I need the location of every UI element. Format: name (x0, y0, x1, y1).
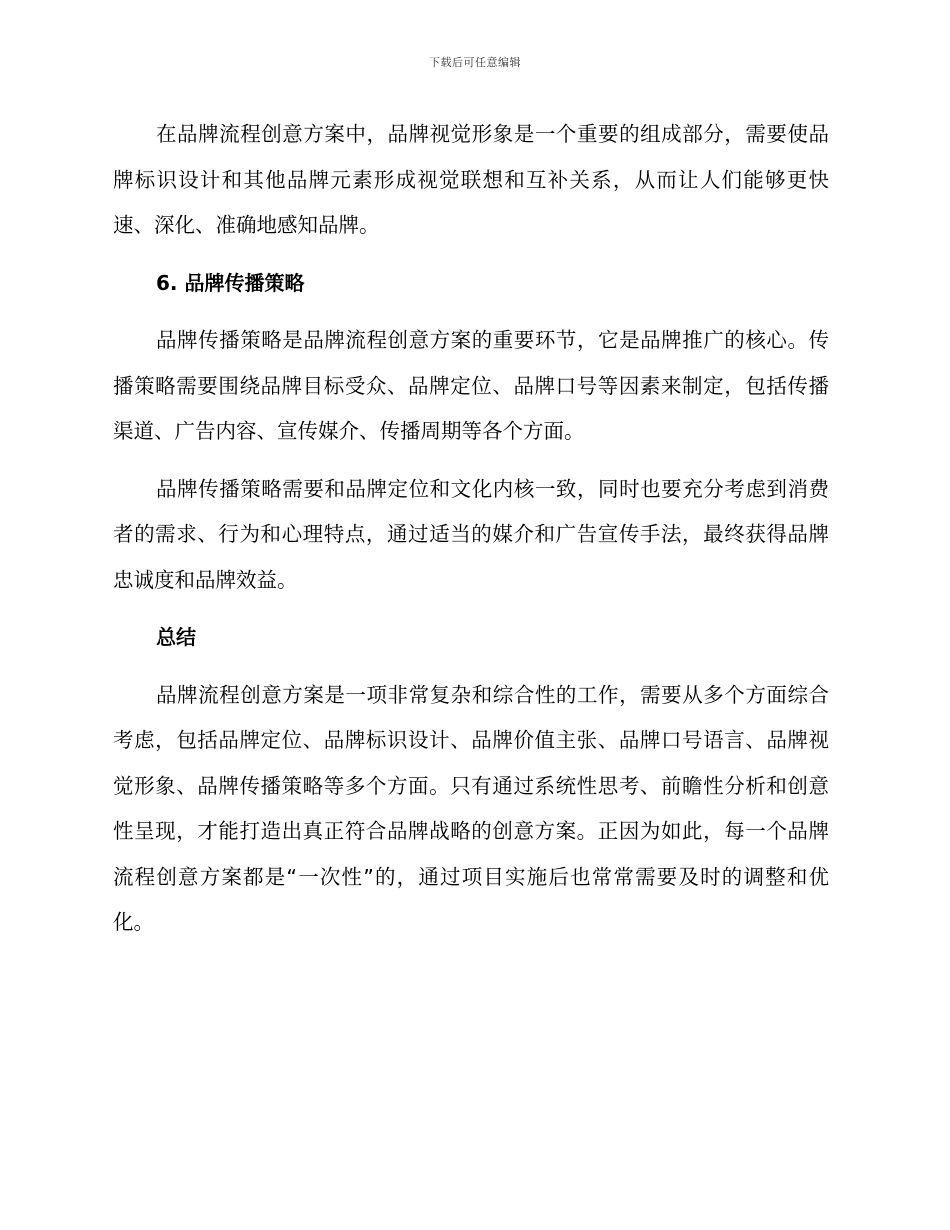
document-body (113, 112, 829, 946)
paragraph-communication-strategy: 品牌传播策略是品牌流程创意方案的重要环节，它是品牌推广的核心。传播策略需要围绕品牌目标受众、品牌定位、品牌口号等因素来制定，包括传播渠道、广告内容、宣传媒介、传播周期等各个方面。 (113, 328, 829, 443)
section-heading-communication-strategy: 6. 品牌传播策略 (156, 270, 305, 295)
paragraph-summary: 品牌流程创意方案是一项非常复杂和综合性的工作，需要从多个方面综合考虑，包括品牌定位、品牌标识设计、品牌价值主张、品牌口号语言、品牌视觉形象、品牌传播策略等多个方面。只有通过系统性思考、前瞻性分析和创意性呈现，才能打造出真正符合品牌战略的创意方案。正因为如此，每一个品牌流程创意方案都是“一次性”的，通过项目实施后也常常需要及时的调整和优化。 (113, 682, 829, 934)
section-heading-summary: 总结 (156, 625, 196, 649)
header-note: 下载后可任意编辑 (429, 56, 521, 69)
paragraph-communication-alignment: 品牌传播策略需要和品牌定位和文化内核一致，同时也要充分考虑到消费者的需求、行为和心理特点，通过适当的媒介和广告宣传手法，最终获得品牌忠诚度和品牌效益。 (113, 476, 829, 592)
paragraph-visual-identity: 在品牌流程创意方案中，品牌视觉形象是一个重要的组成部分，需要使品牌标识设计和其他品牌元素形成视觉联想和互补关系，从而让人们能够更快速、深化、准确地感知品牌。 (113, 122, 829, 237)
